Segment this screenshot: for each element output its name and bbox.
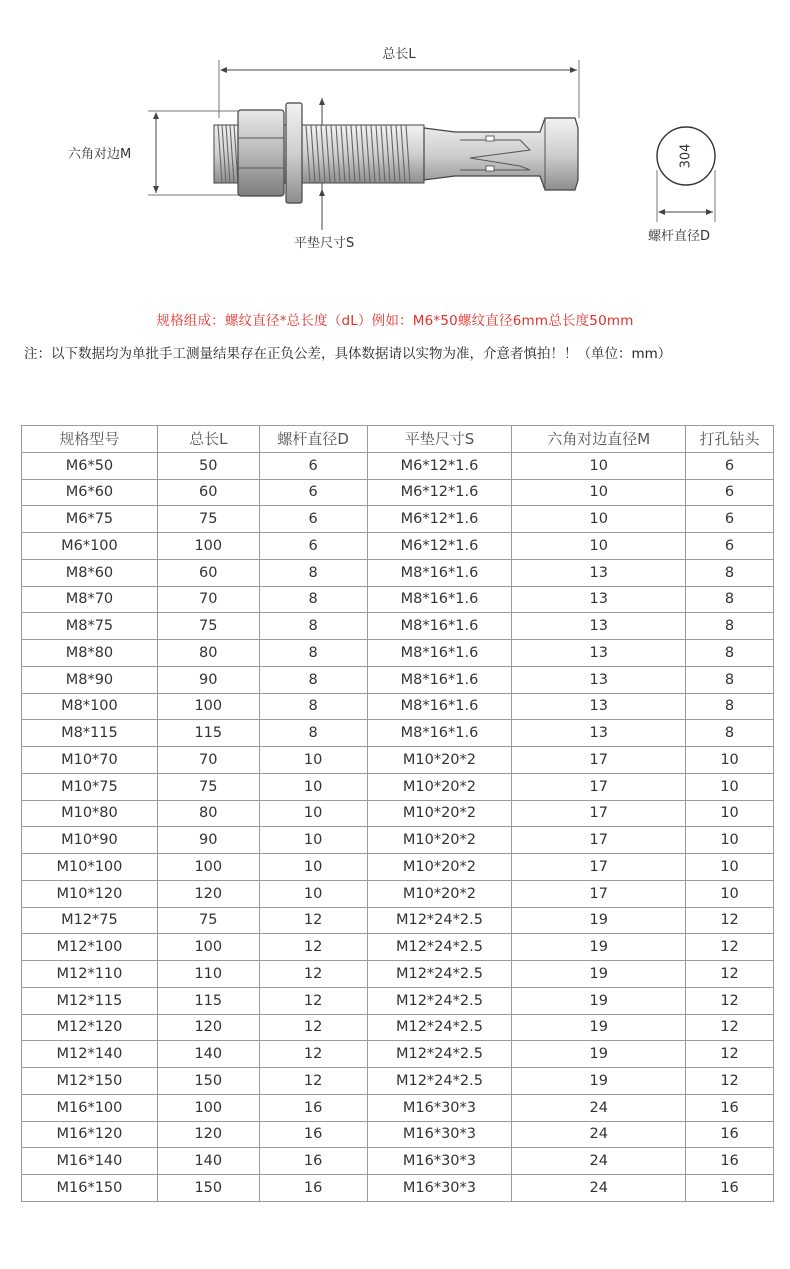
cell-model: M12*140 — [22, 1041, 158, 1068]
cell-rod-diameter: 10 — [259, 880, 367, 907]
cell-rod-diameter: 12 — [259, 1041, 367, 1068]
cell-drill-bit: 12 — [686, 907, 774, 934]
cell-hex-diameter: 10 — [512, 506, 686, 533]
cell-model: M12*115 — [22, 987, 158, 1014]
cell-model: M10*80 — [22, 800, 158, 827]
cell-hex-diameter: 19 — [512, 1014, 686, 1041]
cell-total-length: 90 — [157, 666, 259, 693]
table-row — [22, 720, 774, 747]
cell-hex-diameter: 17 — [512, 880, 686, 907]
cell-drill-bit: 16 — [686, 1175, 774, 1202]
cell-washer-size: M16*30*3 — [367, 1175, 512, 1202]
cell-rod-diameter: 8 — [259, 720, 367, 747]
cell-model: M12*100 — [22, 934, 158, 961]
table-row — [22, 533, 774, 560]
cell-rod-diameter: 12 — [259, 907, 367, 934]
cell-drill-bit: 16 — [686, 1148, 774, 1175]
cell-model: M8*70 — [22, 586, 158, 613]
cell-model: M12*110 — [22, 961, 158, 988]
cell-model: M8*115 — [22, 720, 158, 747]
table-row — [22, 800, 774, 827]
cell-washer-size: M10*20*2 — [367, 827, 512, 854]
cell-total-length: 115 — [157, 720, 259, 747]
table-row — [22, 1175, 774, 1202]
header-rod-diameter: 螺杆直径D — [259, 426, 367, 453]
cell-washer-size: M10*20*2 — [367, 747, 512, 774]
cell-hex-diameter: 17 — [512, 773, 686, 800]
cell-hex-diameter: 24 — [512, 1094, 686, 1121]
cell-total-length: 115 — [157, 987, 259, 1014]
table-row — [22, 640, 774, 667]
cell-hex-diameter: 19 — [512, 961, 686, 988]
table-row — [22, 506, 774, 533]
cell-hex-diameter: 13 — [512, 666, 686, 693]
cell-rod-diameter: 10 — [259, 800, 367, 827]
cell-rod-diameter: 12 — [259, 961, 367, 988]
cell-washer-size: M8*16*1.6 — [367, 559, 512, 586]
cell-total-length: 140 — [157, 1041, 259, 1068]
cell-drill-bit: 8 — [686, 720, 774, 747]
cell-rod-diameter: 8 — [259, 640, 367, 667]
cell-drill-bit: 12 — [686, 934, 774, 961]
cell-hex-diameter: 19 — [512, 934, 686, 961]
cell-hex-diameter: 13 — [512, 613, 686, 640]
cell-washer-size: M6*12*1.6 — [367, 506, 512, 533]
cell-drill-bit: 6 — [686, 452, 774, 479]
cell-washer-size: M8*16*1.6 — [367, 586, 512, 613]
cell-total-length: 150 — [157, 1175, 259, 1202]
cell-hex-diameter: 17 — [512, 747, 686, 774]
table-row — [22, 1121, 774, 1148]
cell-drill-bit: 10 — [686, 827, 774, 854]
table-row — [22, 613, 774, 640]
cell-hex-diameter: 24 — [512, 1175, 686, 1202]
cell-total-length: 90 — [157, 827, 259, 854]
cell-washer-size: M12*24*2.5 — [367, 987, 512, 1014]
cell-rod-diameter: 8 — [259, 613, 367, 640]
header-drill-bit: 打孔钻头 — [686, 426, 774, 453]
cell-drill-bit: 10 — [686, 747, 774, 774]
cell-washer-size: M8*16*1.6 — [367, 693, 512, 720]
spec-table — [21, 425, 774, 1202]
cell-total-length: 70 — [157, 586, 259, 613]
cell-washer-size: M6*12*1.6 — [367, 479, 512, 506]
cell-total-length: 80 — [157, 800, 259, 827]
cell-hex-diameter: 13 — [512, 720, 686, 747]
cell-rod-diameter: 6 — [259, 533, 367, 560]
cell-drill-bit: 12 — [686, 987, 774, 1014]
table-row — [22, 1014, 774, 1041]
cell-model: M12*150 — [22, 1068, 158, 1095]
header-total-length: 总长L — [157, 426, 259, 453]
cell-drill-bit: 10 — [686, 880, 774, 907]
table-header-row — [22, 426, 774, 453]
cell-model: M8*100 — [22, 693, 158, 720]
washer-size-label: 平垫尺寸S — [294, 236, 355, 251]
header-model: 规格型号 — [22, 426, 158, 453]
cell-hex-diameter: 10 — [512, 452, 686, 479]
cell-rod-diameter: 8 — [259, 666, 367, 693]
cell-total-length: 75 — [157, 907, 259, 934]
cell-rod-diameter: 8 — [259, 586, 367, 613]
cell-rod-diameter: 12 — [259, 1068, 367, 1095]
cell-rod-diameter: 16 — [259, 1121, 367, 1148]
cell-drill-bit: 12 — [686, 961, 774, 988]
cell-washer-size: M8*16*1.6 — [367, 666, 512, 693]
total-length-label: 总长L — [382, 47, 416, 62]
cell-model: M8*75 — [22, 613, 158, 640]
cell-model: M10*75 — [22, 773, 158, 800]
cell-rod-diameter: 10 — [259, 747, 367, 774]
cell-hex-diameter: 10 — [512, 479, 686, 506]
cell-total-length: 120 — [157, 1121, 259, 1148]
table-row — [22, 1094, 774, 1121]
cell-washer-size: M6*12*1.6 — [367, 452, 512, 479]
rod-diameter-label: 螺杆直径D — [648, 229, 711, 244]
table-row — [22, 934, 774, 961]
header-hex-diameter: 六角对边直径M — [512, 426, 686, 453]
cell-drill-bit: 10 — [686, 854, 774, 881]
cell-washer-size: M10*20*2 — [367, 854, 512, 881]
spec-composition-text: 规格组成：螺纹直径*总长度（dL）例如：M6*50螺纹直径6mm总长度50mm — [156, 313, 634, 329]
cell-drill-bit: 16 — [686, 1094, 774, 1121]
cell-washer-size: M12*24*2.5 — [367, 1041, 512, 1068]
cell-drill-bit: 12 — [686, 1014, 774, 1041]
cell-washer-size: M16*30*3 — [367, 1148, 512, 1175]
cell-hex-diameter: 13 — [512, 640, 686, 667]
cell-washer-size: M12*24*2.5 — [367, 907, 512, 934]
cell-total-length: 120 — [157, 1014, 259, 1041]
table-row — [22, 854, 774, 881]
table-row — [22, 693, 774, 720]
table-row — [22, 961, 774, 988]
cell-rod-diameter: 10 — [259, 854, 367, 881]
table-row — [22, 907, 774, 934]
table-row — [22, 773, 774, 800]
table-row — [22, 586, 774, 613]
table-row — [22, 1068, 774, 1095]
cell-total-length: 100 — [157, 1094, 259, 1121]
cell-hex-diameter: 17 — [512, 800, 686, 827]
cell-rod-diameter: 12 — [259, 1014, 367, 1041]
cell-drill-bit: 8 — [686, 640, 774, 667]
cell-model: M6*100 — [22, 533, 158, 560]
cell-washer-size: M10*20*2 — [367, 880, 512, 907]
cell-hex-diameter: 13 — [512, 559, 686, 586]
cell-model: M16*120 — [22, 1121, 158, 1148]
cell-rod-diameter: 6 — [259, 479, 367, 506]
cell-total-length: 80 — [157, 640, 259, 667]
table-row — [22, 827, 774, 854]
cell-drill-bit: 12 — [686, 1068, 774, 1095]
cell-rod-diameter: 10 — [259, 827, 367, 854]
cell-model: M12*75 — [22, 907, 158, 934]
cell-model: M10*70 — [22, 747, 158, 774]
cell-drill-bit: 6 — [686, 533, 774, 560]
cell-total-length: 75 — [157, 506, 259, 533]
cell-model: M10*120 — [22, 880, 158, 907]
cell-drill-bit: 8 — [686, 666, 774, 693]
cell-drill-bit: 12 — [686, 1041, 774, 1068]
cell-hex-diameter: 19 — [512, 1041, 686, 1068]
table-row — [22, 666, 774, 693]
table-row — [22, 1148, 774, 1175]
cell-model: M8*60 — [22, 559, 158, 586]
table-row — [22, 479, 774, 506]
cell-hex-diameter: 19 — [512, 1068, 686, 1095]
cell-washer-size: M12*24*2.5 — [367, 1014, 512, 1041]
cell-rod-diameter: 12 — [259, 934, 367, 961]
table-row — [22, 559, 774, 586]
cell-drill-bit: 8 — [686, 559, 774, 586]
cell-total-length: 120 — [157, 880, 259, 907]
cell-total-length: 60 — [157, 479, 259, 506]
cell-drill-bit: 8 — [686, 586, 774, 613]
cell-model: M16*100 — [22, 1094, 158, 1121]
cell-total-length: 110 — [157, 961, 259, 988]
cell-drill-bit: 16 — [686, 1121, 774, 1148]
cell-total-length: 75 — [157, 773, 259, 800]
cell-washer-size: M8*16*1.6 — [367, 640, 512, 667]
cell-washer-size: M12*24*2.5 — [367, 934, 512, 961]
cell-hex-diameter: 10 — [512, 533, 686, 560]
cell-washer-size: M12*24*2.5 — [367, 1068, 512, 1095]
cell-model: M10*100 — [22, 854, 158, 881]
cell-hex-diameter: 24 — [512, 1148, 686, 1175]
cell-model: M12*120 — [22, 1014, 158, 1041]
cell-rod-diameter: 16 — [259, 1175, 367, 1202]
cell-washer-size: M6*12*1.6 — [367, 533, 512, 560]
cell-drill-bit: 6 — [686, 479, 774, 506]
cell-rod-diameter: 16 — [259, 1094, 367, 1121]
cell-total-length: 100 — [157, 693, 259, 720]
cell-model: M16*140 — [22, 1148, 158, 1175]
cell-washer-size: M10*20*2 — [367, 800, 512, 827]
measurement-note: 注：以下数据均为单批手工测量结果存在正负公差，具体数据请以实物为准，介意者慎拍！！（单位：mm） — [24, 346, 672, 362]
cell-total-length: 140 — [157, 1148, 259, 1175]
cell-washer-size: M8*16*1.6 — [367, 720, 512, 747]
cell-drill-bit: 8 — [686, 613, 774, 640]
material-stamp: 304 — [678, 143, 694, 169]
cell-washer-size: M16*30*3 — [367, 1094, 512, 1121]
cell-model: M6*60 — [22, 479, 158, 506]
cell-total-length: 70 — [157, 747, 259, 774]
cell-total-length: 100 — [157, 854, 259, 881]
cell-washer-size: M16*30*3 — [367, 1121, 512, 1148]
cell-total-length: 60 — [157, 559, 259, 586]
table-row — [22, 1041, 774, 1068]
total-length-dimension — [219, 47, 579, 118]
cell-rod-diameter: 16 — [259, 1148, 367, 1175]
cell-rod-diameter: 12 — [259, 987, 367, 1014]
cell-total-length: 50 — [157, 452, 259, 479]
anchor-bolt-diagram — [0, 0, 790, 270]
table-row — [22, 452, 774, 479]
table-row — [22, 880, 774, 907]
anchor-bolt-drawing — [214, 103, 578, 203]
hex-across-flats-label: 六角对边M — [68, 147, 132, 162]
cell-rod-diameter: 10 — [259, 773, 367, 800]
cell-hex-diameter: 13 — [512, 586, 686, 613]
header-washer-size: 平垫尺寸S — [367, 426, 512, 453]
cell-washer-size: M8*16*1.6 — [367, 613, 512, 640]
cell-hex-diameter: 17 — [512, 827, 686, 854]
cell-drill-bit: 10 — [686, 800, 774, 827]
cell-model: M8*90 — [22, 666, 158, 693]
cell-drill-bit: 10 — [686, 773, 774, 800]
cell-model: M8*80 — [22, 640, 158, 667]
cell-hex-diameter: 17 — [512, 854, 686, 881]
cell-rod-diameter: 8 — [259, 693, 367, 720]
cell-drill-bit: 8 — [686, 693, 774, 720]
cell-model: M16*150 — [22, 1175, 158, 1202]
cell-model: M10*90 — [22, 827, 158, 854]
cell-rod-diameter: 8 — [259, 559, 367, 586]
cell-hex-diameter: 24 — [512, 1121, 686, 1148]
cell-rod-diameter: 6 — [259, 452, 367, 479]
cell-model: M6*50 — [22, 452, 158, 479]
cell-total-length: 100 — [157, 533, 259, 560]
cell-drill-bit: 6 — [686, 506, 774, 533]
rod-end-view — [648, 127, 715, 244]
cell-washer-size: M10*20*2 — [367, 773, 512, 800]
cell-total-length: 100 — [157, 934, 259, 961]
cell-model: M6*75 — [22, 506, 158, 533]
cell-total-length: 75 — [157, 613, 259, 640]
cell-hex-diameter: 13 — [512, 693, 686, 720]
cell-hex-diameter: 19 — [512, 907, 686, 934]
table-row — [22, 987, 774, 1014]
cell-washer-size: M12*24*2.5 — [367, 961, 512, 988]
table-row — [22, 747, 774, 774]
cell-rod-diameter: 6 — [259, 506, 367, 533]
cell-total-length: 150 — [157, 1068, 259, 1095]
cell-hex-diameter: 19 — [512, 987, 686, 1014]
